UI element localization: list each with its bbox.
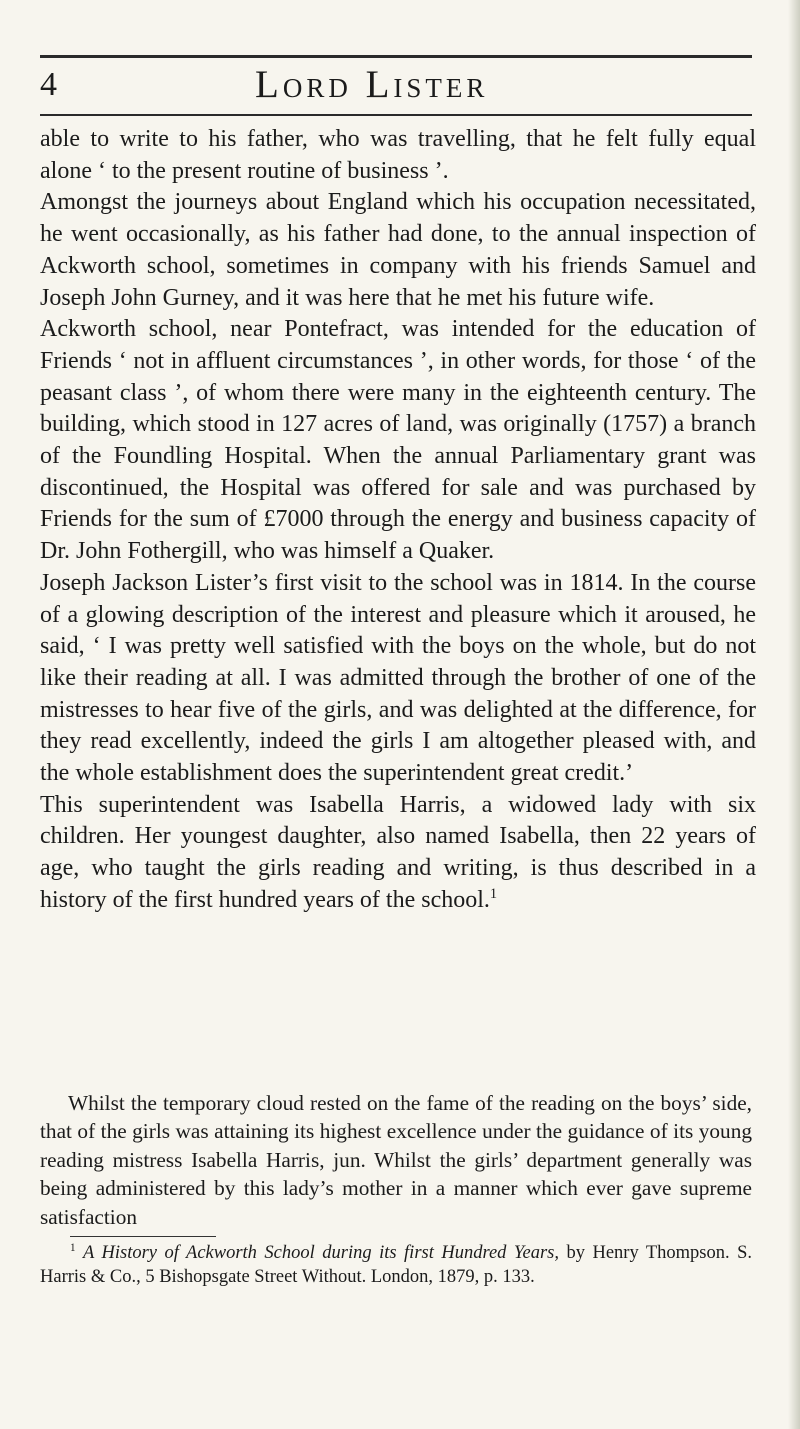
paragraph-5 bbox=[40, 790, 756, 917]
paragraph-1: able to write to his father, who was travelling, that he felt fully equal alone ‘ to the present routine of business ’. bbox=[40, 126, 756, 184]
paragraph-3: Ackworth school, near Pontefract, was intended for the education of Friends ‘ not in affluent circumstances ’, in other words, for those ‘ of the peasant class ’, of whom there were many in the eighteenth century. The building, which stood in 127 acres of land, was originally (1757) a branch of the Foundling Hospital. When the annual Parliamentary grant was discontinued, the Hospital was offered for sale and was purchased by Friends for the sum of £7000 through the energy and business capacity of Dr. John Fothergill, who was himself a Quaker. bbox=[40, 316, 756, 565]
paragraph-2: Amongst the journeys about England which his occupation necessitated, he went occasionally, as his father had done, to the annual inspection of Ackworth school, sometimes in company with his friends Samuel and Joseph John Gurney, and it was here that he met his future wife. bbox=[40, 189, 756, 311]
quote-text: Whilst the temporary cloud rested on the fame of the reading on the boys’ side, that of the girls was attaining its highest excellence under the guidance of its young reading mistress Isabella Harris, jun. Whilst the girls’ department generally was being administered by this lady’s mother in a manner which ever gave supreme satisfaction bbox=[40, 1091, 752, 1229]
running-head: Lord Lister bbox=[255, 63, 489, 106]
footnote-citation: by Henry Thompson. S. Harris & Co., 5 Bishopsgate Street Without. London, 1879, p. 133. bbox=[40, 1243, 753, 1287]
block-quote bbox=[40, 1089, 752, 1231]
page-edge-shadow bbox=[788, 0, 800, 1429]
footnote-reference[interactable]: 1 bbox=[489, 885, 498, 902]
footnote-marker: 1 bbox=[70, 1241, 76, 1254]
footnote-title: A History of Ackworth School during its first Hundred Years, bbox=[83, 1243, 559, 1263]
paragraph-5-text: This superintendent was Isabella Harris, a widowed lady with six children. Her youngest daughter, also named Isabella, then 22 years of age, who taught the girls reading and writing, is thus described in a history of the first hundred years of the school. bbox=[40, 791, 756, 913]
header-rule-top bbox=[40, 55, 752, 58]
paragraph-4: Joseph Jackson Lister’s first visit to the school was in 1814. In the course of a glowing description of the interest and pleasure which it aroused, he said, ‘ I was pretty well satisfied with the boys on the whole, but do not like their reading at all. I was admitted through the brother of one of the mistresses to hear five of the girls, and was delighted at the difference, for they read excellently, indeed the girls I am altogether pleased with, and the whole establishment does the superintendent great credit.’ bbox=[40, 569, 756, 787]
footnote-rule bbox=[70, 1236, 216, 1237]
main-text bbox=[40, 124, 756, 917]
header-rule-bottom bbox=[40, 114, 752, 116]
footnote bbox=[40, 1241, 752, 1289]
page-number: 4 bbox=[40, 66, 57, 103]
